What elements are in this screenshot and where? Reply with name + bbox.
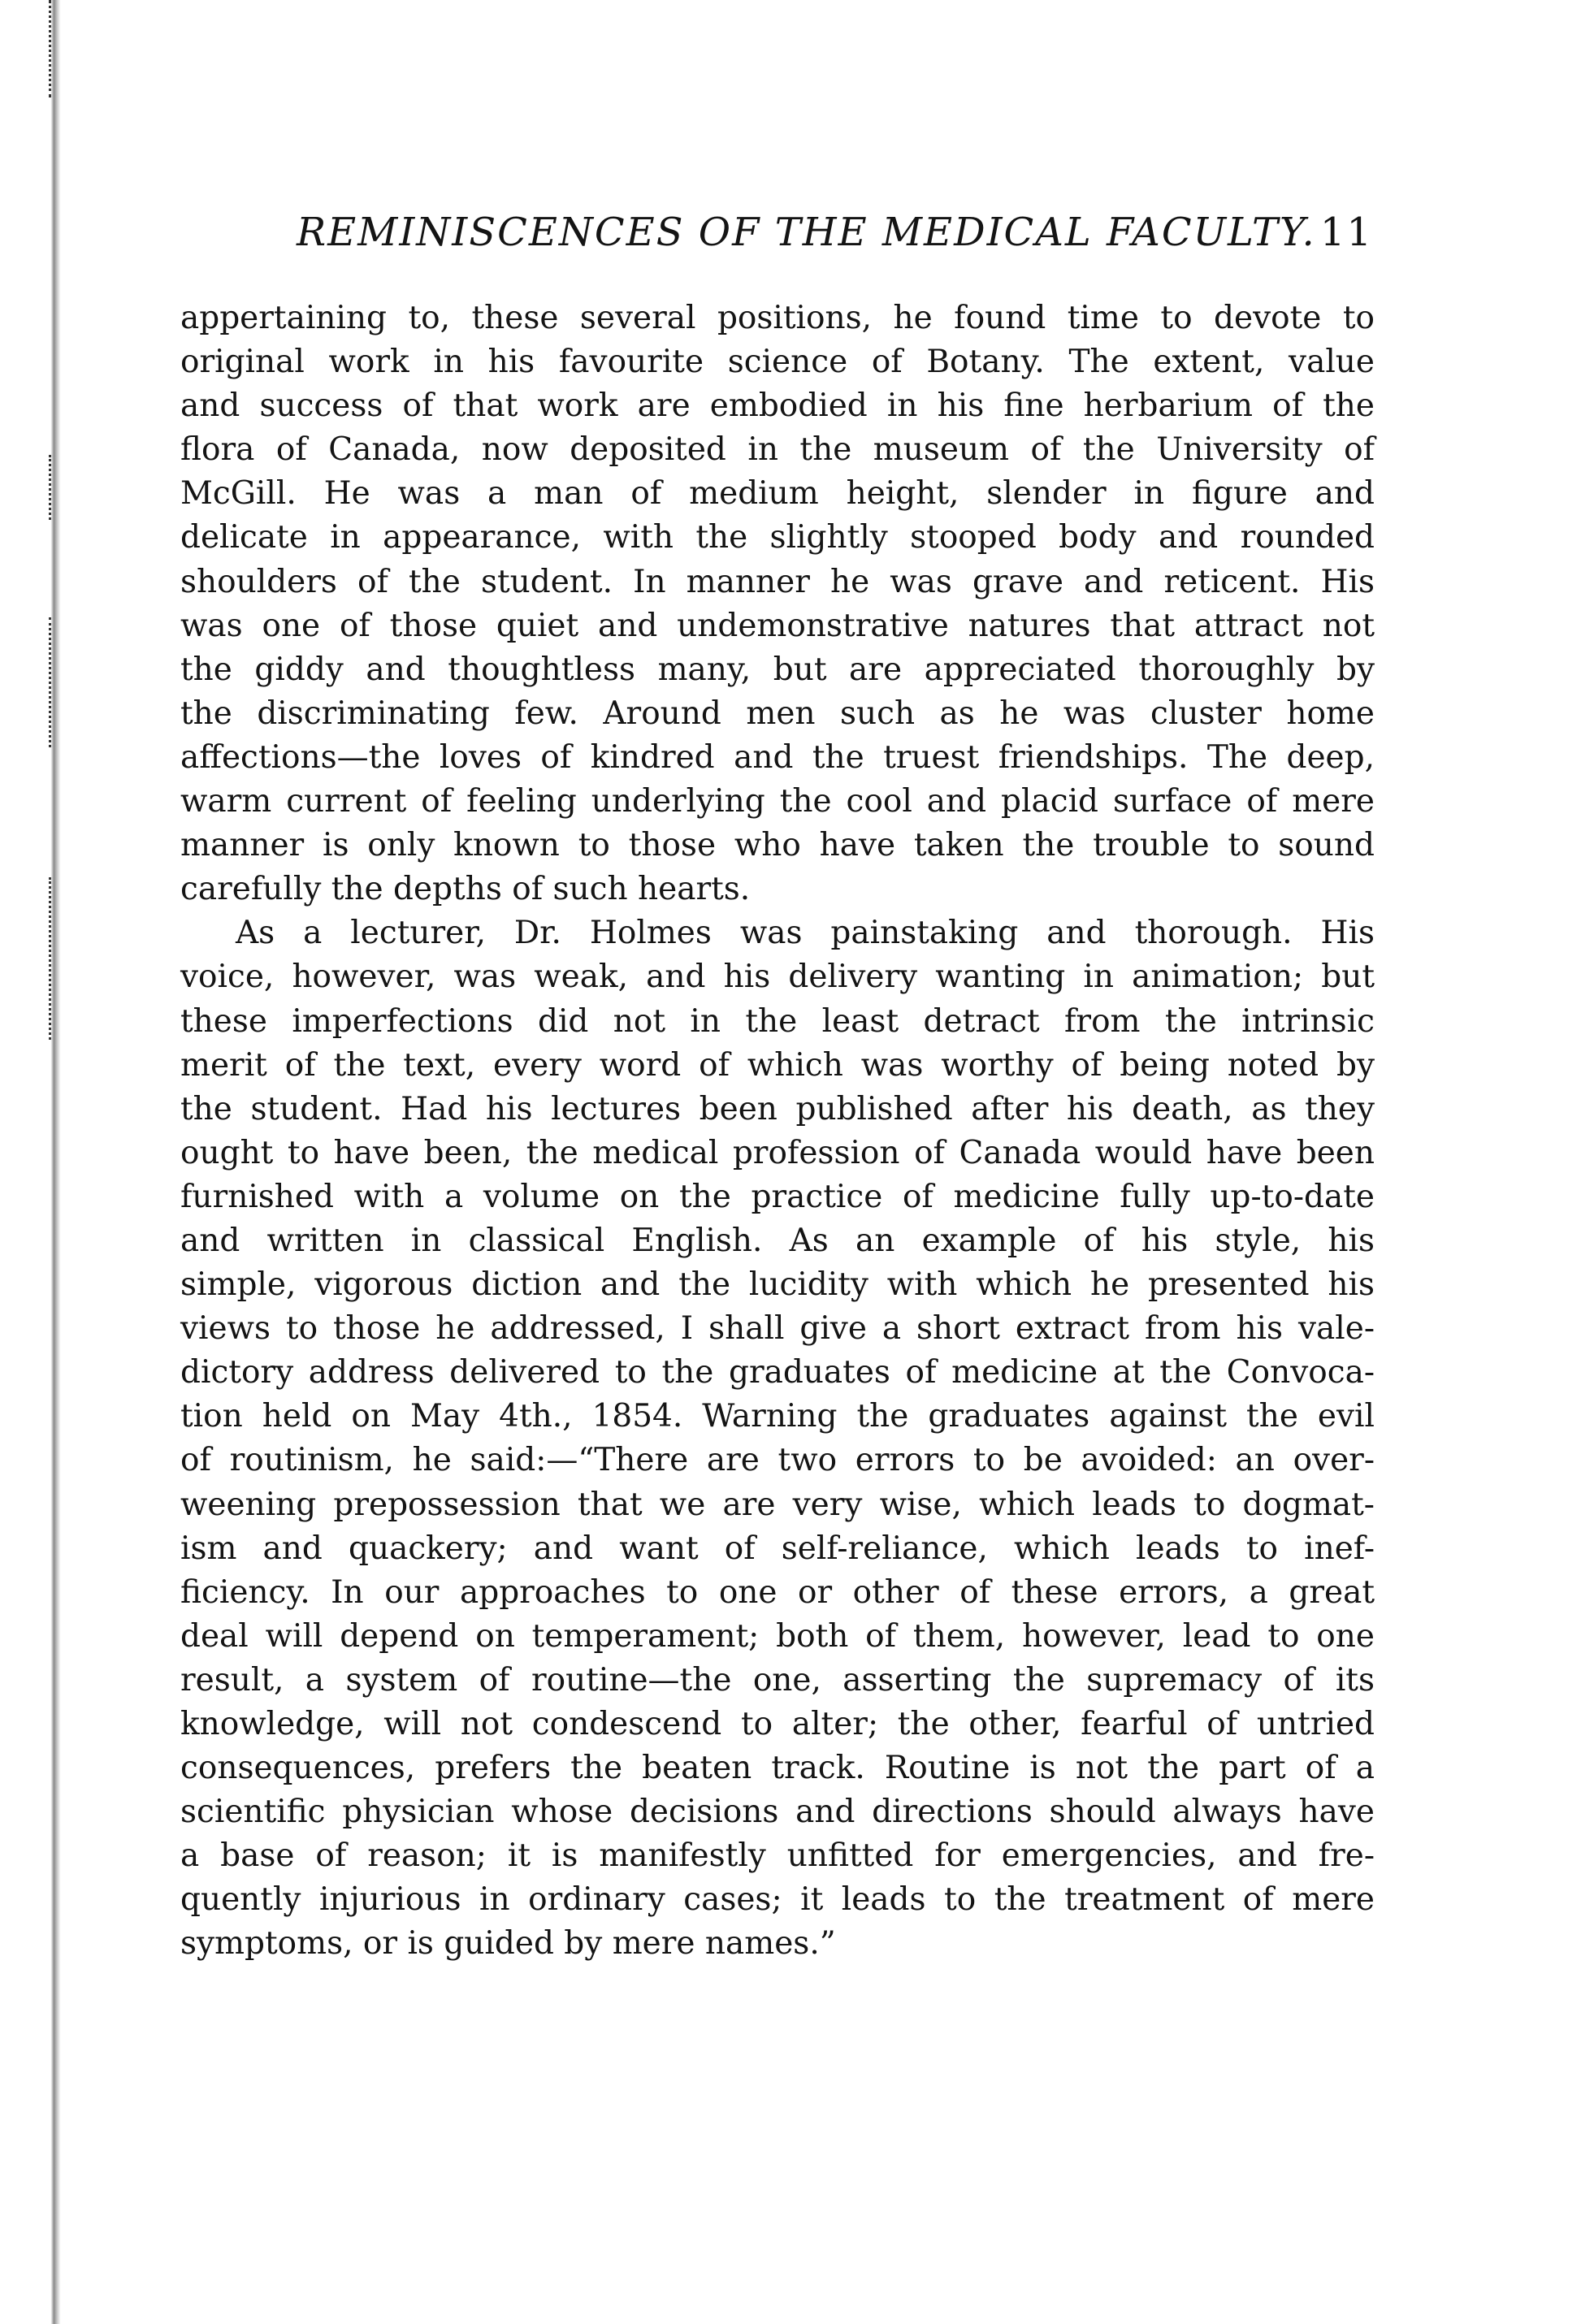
text-line: ficiency. In our approaches to one or other of these errors, a great: [180, 1573, 1375, 1611]
text-line: the student. Had his lectures been published after his death, as they: [180, 1090, 1375, 1127]
binding-gutter-shadow: [42, 0, 67, 2324]
text-line: furnished with a volume on the practice of medicine fully up-to-date: [180, 1178, 1375, 1215]
paragraph: [180, 911, 1375, 1966]
text-line: the discriminating few. Around men such as he was cluster home: [180, 695, 1375, 732]
text-line: was one of those quiet and undemonstrative natures that attract not: [180, 607, 1375, 644]
text-line: a base of reason; it is manifestly unfitted for emergencies, and fre-: [180, 1837, 1375, 1875]
running-header: [297, 210, 1373, 266]
text-line: and written in classical English. As an example of his style, his: [180, 1222, 1375, 1259]
gutter-speckles: [49, 877, 66, 1040]
text-line: result, a system of routine—the one, asserting the supremacy of its: [180, 1661, 1375, 1699]
page-number: 11: [1319, 210, 1373, 255]
text-line: merit of the text, every word of which was worthy of being noted by: [180, 1046, 1375, 1084]
text-line: McGill. He was a man of medium height, slender in figure and: [180, 475, 1375, 513]
text-line: weening prepossession that we are very wise, which leads to dogmat-: [180, 1486, 1375, 1523]
text-line: voice, however, was weak, and his delivery wanting in animation; but: [180, 959, 1375, 996]
text-line: these imperfections did not in the least detract from the intrinsic: [180, 1002, 1375, 1040]
text-line: tion held on May 4th., 1854. Warning the graduates against the evil: [180, 1398, 1375, 1435]
text-line: dictory address delivered to the graduates of medicine at the Convoca-: [180, 1354, 1375, 1391]
text-line: carefully the depths of such hearts.: [180, 871, 751, 908]
text-line: symptoms, or is guided by mere names.”: [180, 1925, 836, 1963]
text-line: scientific physician whose decisions and directions should always have: [180, 1794, 1375, 1831]
paragraph: [180, 296, 1375, 911]
text-line: of routinism, he said:—“There are two errors to be avoided: an over-: [180, 1442, 1375, 1479]
text-line: warm current of feeling underlying the cool and placid surface of mere: [180, 783, 1375, 820]
gutter-speckles: [49, 0, 66, 97]
text-line: original work in his favourite science of Botany. The extent, value: [180, 344, 1375, 381]
gutter-speckles: [49, 455, 66, 520]
text-line: consequences, prefers the beaten track. Routine is not the part of a: [180, 1750, 1375, 1787]
text-line: simple, vigorous diction and the lucidity with which he presented his: [180, 1266, 1375, 1304]
text-line: delicate in appearance, with the slightly stooped body and rounded: [180, 519, 1375, 556]
text-line: the giddy and thoughtless many, but are appreciated thoroughly by: [180, 651, 1375, 688]
text-line: As a lecturer, Dr. Holmes was painstaking and thorough. His: [236, 915, 1375, 952]
running-title: REMINISCENCES OF THE MEDICAL FACULTY.: [297, 210, 1316, 255]
text-line: views to those he addressed, I shall give a short extract from his vale-: [180, 1310, 1375, 1348]
text-line: quently injurious in ordinary cases; it leads to the treatment of mere: [180, 1881, 1375, 1919]
text-line: deal will depend on temperament; both of them, however, lead to one: [180, 1617, 1375, 1655]
body-text: [180, 296, 1375, 1967]
text-line: shoulders of the student. In manner he was grave and reticent. His: [180, 563, 1375, 600]
text-line: appertaining to, these several positions, he found time to devote to: [180, 300, 1375, 336]
text-line: and success of that work are embodied in his fine herbarium of the: [180, 387, 1375, 425]
text-line: ism and quackery; and want of self-reliance, which leads to inef-: [180, 1530, 1375, 1567]
text-line: manner is only known to those who have taken the trouble to sound: [180, 827, 1375, 864]
text-line: ought to have been, the medical profession of Canada would have been: [180, 1134, 1375, 1171]
text-line: flora of Canada, now deposited in the museum of the University of: [180, 431, 1375, 469]
gutter-speckles: [49, 617, 66, 747]
text-line: affections—the loves of kindred and the truest friendships. The deep,: [180, 738, 1375, 776]
text-line: knowledge, will not condescend to alter; the other, fearful of untried: [180, 1706, 1375, 1742]
